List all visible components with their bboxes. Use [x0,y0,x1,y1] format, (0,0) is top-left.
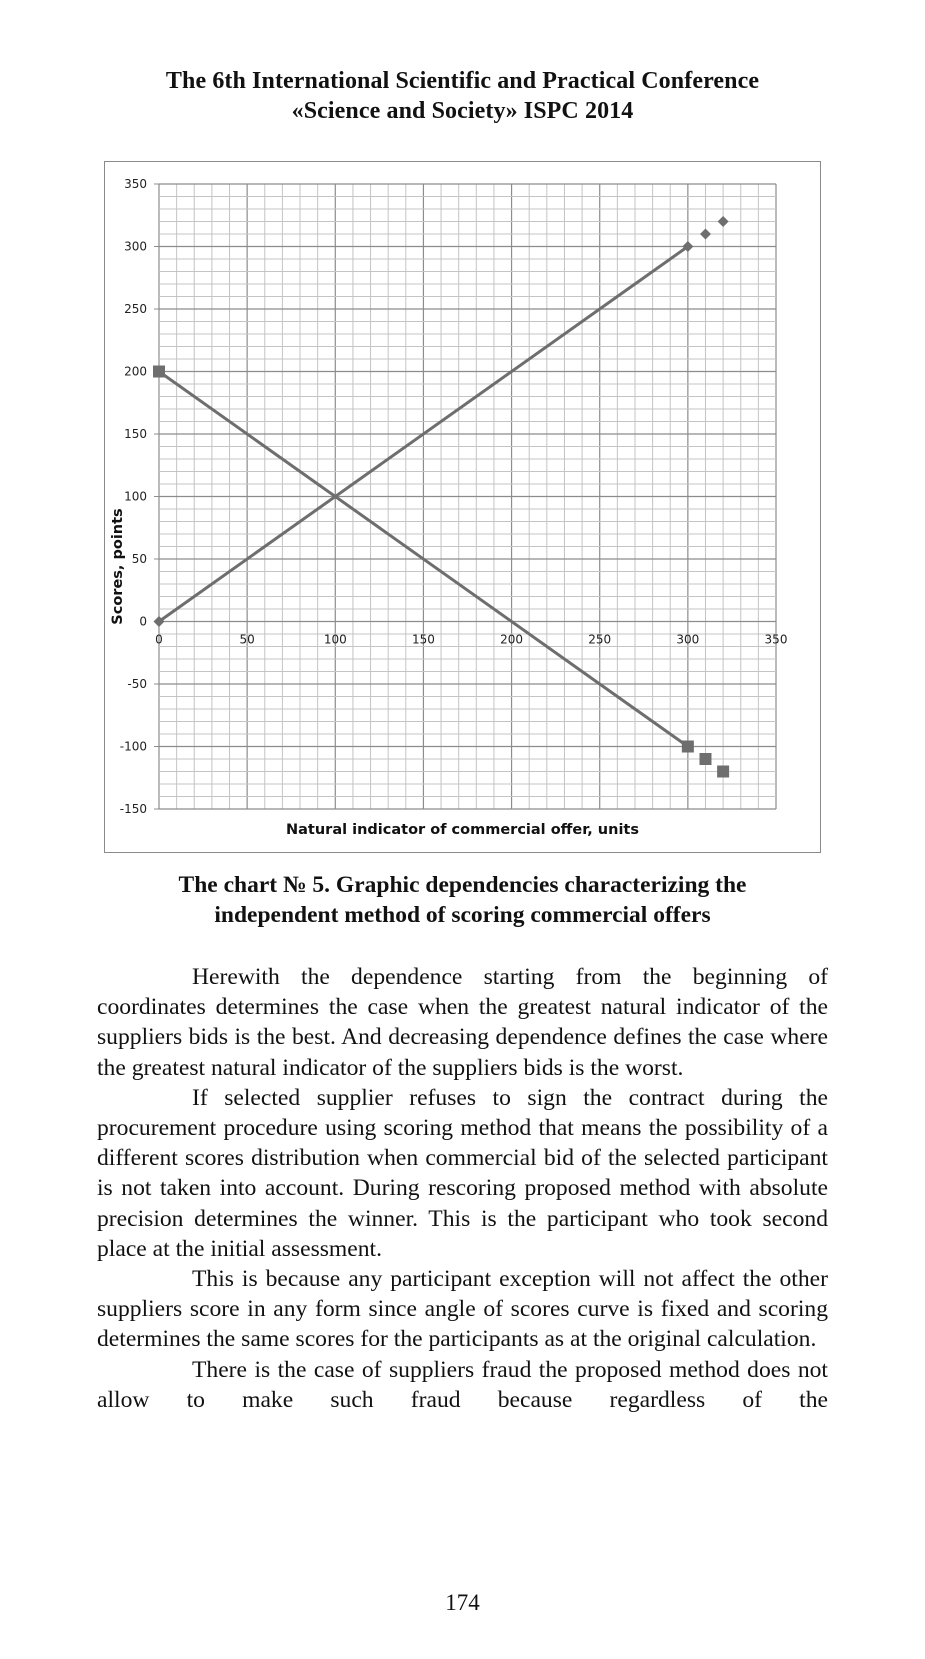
x-tick-label: 250 [588,632,612,647]
x-tick-label: 0 [155,632,163,647]
x-tick-label: 300 [676,632,700,647]
y-tick-label: -50 [127,677,147,691]
diamond-marker [718,216,729,227]
x-tick-label: 350 [764,632,788,647]
x-axis-title: Natural indicator of commercial offer, units [286,822,639,838]
x-tick-label: 150 [411,632,435,647]
y-tick-label: -100 [119,739,147,754]
paragraph: If selected supplier refuses to sign the contract during the procurement procedure using scoring method that means the possibility of a different scores distribution when commercial bid of the selected participant is not taken into account. During rescoring proposed method with absolute precision determines the winner. This is the participant who took second place at the initial assessment. [97,1084,828,1262]
paragraph: This is because any participant exception will not affect the other suppliers score in any form since angle of scores curve is fixed and scoring determines the same scores for the participants as at the original calculation. [97,1266,828,1353]
y-tick-label: 350 [124,177,147,191]
y-tick-label: 50 [131,552,147,566]
y-tick-label: 100 [124,489,147,504]
body-text [97,962,828,1415]
x-tick-label: 200 [500,632,524,647]
y-tick-label: -150 [119,802,147,816]
y-tick-label: 250 [124,302,147,316]
diamond-marker [700,229,711,240]
caption-line-1: The chart № 5. Graphic dependencies characterizing the [178,872,747,898]
square-marker [699,753,711,765]
paragraph: There is the case of suppliers fraud the proposed method does not allow to make such fraud because regardless of the [97,1356,828,1413]
chart-caption [0,870,925,930]
y-tick-label: 0 [139,614,147,629]
line-chart [105,162,822,854]
square-marker [717,766,729,778]
x-tick-label: 50 [239,632,255,647]
y-tick-label: 300 [124,239,147,254]
chart-frame [104,161,821,853]
caption-line-2: independent method of scoring commercial offers [214,902,711,928]
y-tick-label: 200 [124,364,147,379]
paragraph: Herewith the dependence starting from the beginning of coordinates determines the case when the greatest natural indicator of the suppliers bids is the best. And decreasing dependence defines the case where the greatest natural indicator of the suppliers bids is the worst. [97,964,828,1081]
y-tick-label: 150 [124,427,147,441]
square-marker [153,366,165,378]
conference-header [0,66,925,126]
y-axis-title: Scores, points [110,508,126,625]
conference-title: The 6th International Scientific and Practical Conference [165,68,760,94]
x-tick-label: 100 [323,632,347,647]
page-number: 174 [445,1590,480,1615]
conference-subtitle: «Science and Society» ISPC 2014 [291,98,634,124]
square-marker [682,741,694,753]
